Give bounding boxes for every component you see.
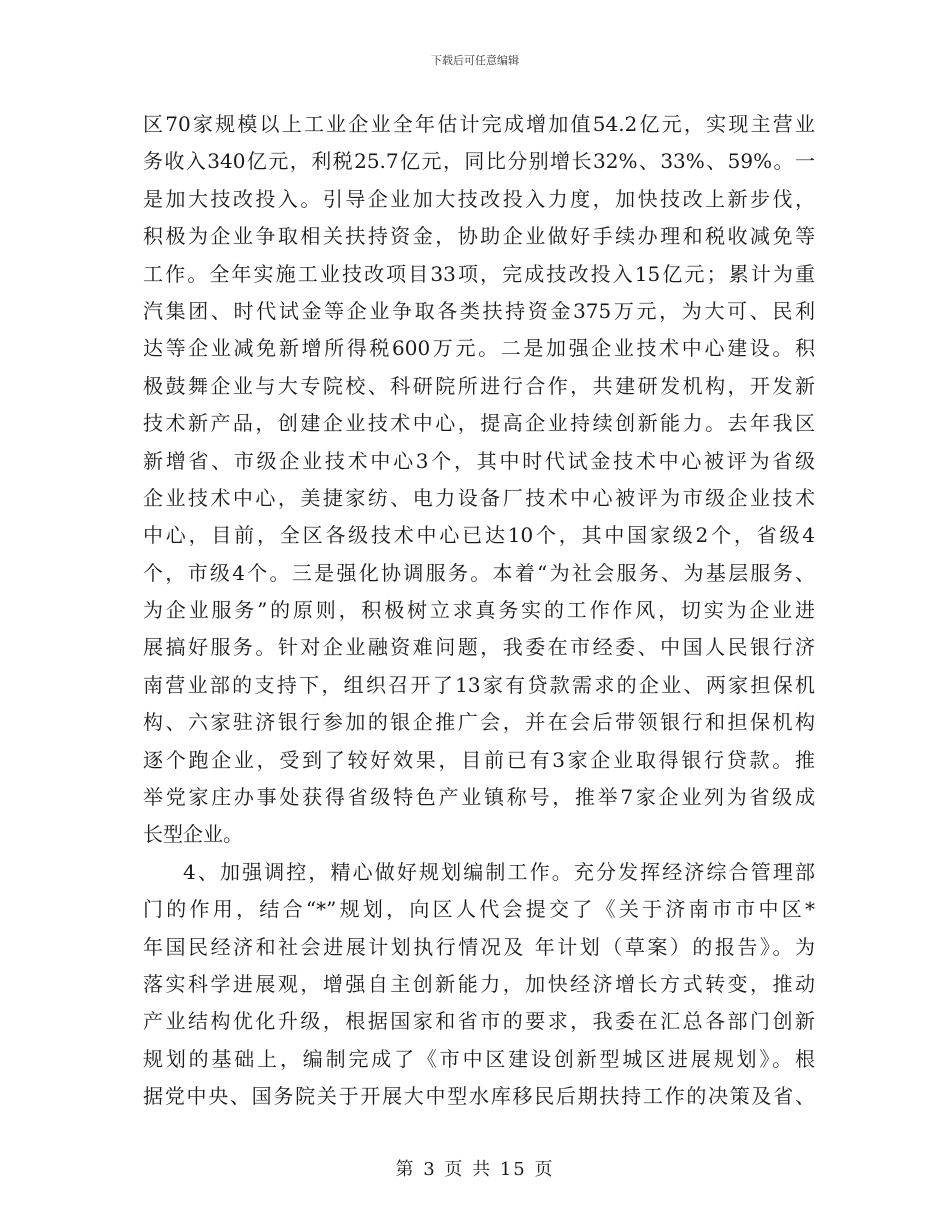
text-line: 企业技术中心，美捷家纺、电力设备厂技术中心被评为市级企业技术 bbox=[143, 485, 815, 510]
text-line: 落实科学进展观，增强自主创新能力，加快经济增长方式转变，推动 bbox=[143, 971, 815, 996]
text-line: 工作。全年实施工业技改项目33项，完成技改投入15亿元；累计为重 bbox=[143, 261, 815, 286]
text-line: 积极为企业争取相关扶持资金，协助企业做好手续办理和税收减免等 bbox=[143, 224, 815, 249]
text-line: 极鼓舞企业与大专院校、科研院所进行合作，共建研发机构，开发新 bbox=[143, 373, 815, 398]
text-line: 展搞好服务。针对企业融资难问题，我委在市经委、中国人民银行济 bbox=[143, 635, 815, 660]
text-line: 是加大技改投入。引导企业加大技改投入力度，加快技改上新步伐， bbox=[143, 186, 815, 211]
text-line: 汽集团、时代试金等企业争取各类扶持资金375万元，为大可、民利 bbox=[143, 298, 815, 323]
page-footer: 第 3 页 共 15 页 bbox=[395, 1159, 555, 1180]
text-line: 技术新产品，创建企业技术中心，提高企业持续创新能力。去年我区 bbox=[143, 411, 815, 436]
document-body bbox=[143, 106, 815, 1116]
text-line: 新增省、市级企业技术中心3个，其中时代试金技术中心被评为省级 bbox=[143, 448, 815, 473]
text-line: 个，市级4个。三是强化协调服务。本着“为社会服务、为基层服务、 bbox=[143, 560, 815, 585]
text-line: 产业结构优化升级，根据国家和省市的要求，我委在汇总各部门创新 bbox=[143, 1009, 815, 1034]
text-line: 据党中央、国务院关于开展大中型水库移民后期扶持工作的决策及省、 bbox=[143, 1084, 815, 1109]
text-line: 为企业服务”的原则，积极树立求真务实的工作作风，切实为企业进 bbox=[143, 598, 815, 623]
text-line: 长型企业。 bbox=[143, 822, 243, 847]
text-line: 门的作用，结合“*”规划，向区人代会提交了《关于济南市市中区* bbox=[143, 897, 815, 922]
text-line: 4、加强调控，精心做好规划编制工作。充分发挥经济综合管理部 bbox=[183, 859, 815, 884]
text-line: 南营业部的支持下，组织召开了13家有贷款需求的企业、两家担保机 bbox=[143, 672, 815, 697]
text-line: 达等企业减免新增所得税600万元。二是加强企业技术中心建设。积 bbox=[143, 336, 815, 361]
text-line: 年国民经济和社会进展计划执行情况及 年计划（草案）的报告》。为 bbox=[143, 934, 815, 959]
text-line: 举党家庄办事处获得省级特色产业镇称号，推举7家企业列为省级成 bbox=[143, 785, 815, 810]
text-line: 逐个跑企业，受到了较好效果，目前已有3家企业取得银行贷款。推 bbox=[143, 747, 815, 772]
text-line: 规划的基础上，编制完成了《市中区建设创新型城区进展规划》。根 bbox=[143, 1046, 815, 1071]
text-line: 区70家规模以上工业企业全年估计完成增加值54.2亿元，实现主营业 bbox=[143, 112, 815, 136]
text-line: 中心，目前，全区各级技术中心已达10个，其中国家级2个，省级4 bbox=[143, 523, 815, 548]
page-header: 下载后可任意编辑 bbox=[431, 54, 519, 67]
text-line: 务收入340亿元，利税25.7亿元，同比分别增长32%、33%、59%。一 bbox=[143, 149, 815, 174]
text-line: 构、六家驻济银行参加的银企推广会，并在会后带领银行和担保机构 bbox=[143, 710, 815, 735]
